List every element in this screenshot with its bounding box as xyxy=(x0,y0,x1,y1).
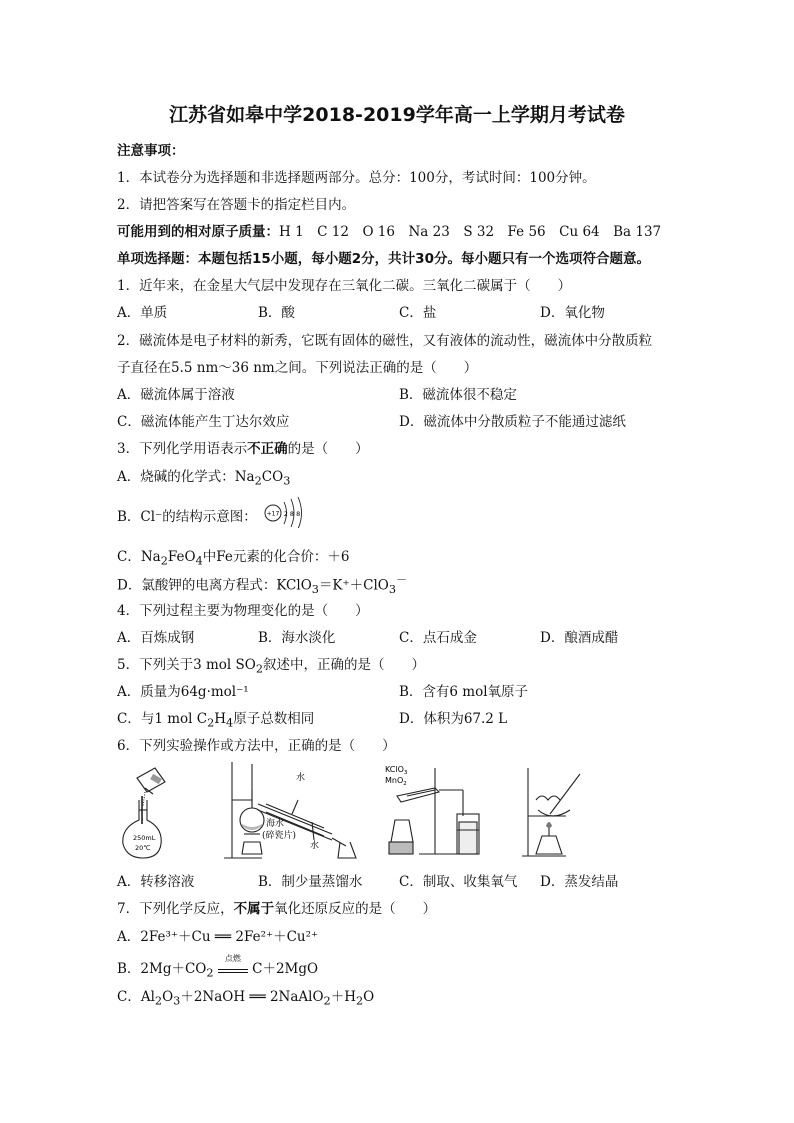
q6-option-c: C．制取、收集氧气 xyxy=(399,874,518,890)
notice-item-2: 2．请把答案写在答题卡的指定栏目内。 xyxy=(117,197,356,213)
atomic-mass-line xyxy=(117,220,661,240)
notice-item-1: 1．本试卷分为选择题和非选择题两部分。总分：100分，考试时间：100分钟。 xyxy=(117,170,596,186)
figure-oxygen-collection xyxy=(383,762,493,862)
q3-option-d-mid: ＝K⁺＋ClO xyxy=(318,577,389,594)
q2-option-a: A．磁流体属于溶液 xyxy=(117,387,235,403)
figure-distillation xyxy=(222,760,362,864)
q5-option-a: A．质量为64g·mol⁻¹ xyxy=(117,684,249,700)
q7-option-c-mid2: ＋2NaOH ══ 2NaAlO xyxy=(180,989,324,1005)
q7-option-c-pre: C．Al xyxy=(117,989,155,1005)
q7-option-b-pre: B．2Mg＋CO xyxy=(117,961,207,977)
atomic-mass-values: H 1 C 12 O 16 Na 23 S 32 Fe 56 Cu 64 Ba 137 xyxy=(279,224,662,240)
q4-option-c: C．点石成金 xyxy=(399,630,477,646)
q6-option-d: D．蒸发结晶 xyxy=(540,874,619,890)
q1-option-c: C．盐 xyxy=(399,305,437,321)
q3-stem-emphasis: 不正确 xyxy=(247,441,288,457)
q7-option-c xyxy=(117,985,374,1008)
q3-option-a-text: A．烧碱的化学式：Na xyxy=(117,469,255,485)
water-bottom-label: 水 xyxy=(310,841,320,851)
reaction-condition xyxy=(218,954,248,973)
electron-shells-label: 2 8 8 xyxy=(283,510,301,518)
q3-stem-post: 的是（ ） xyxy=(287,441,369,457)
chloride-ion-structure-diagram xyxy=(262,494,312,528)
q2-option-b: B．磁流体很不稳定 xyxy=(399,387,517,403)
seawater-label: 海水 xyxy=(266,819,285,829)
q5-stem xyxy=(117,653,425,676)
mno2-label: MnO$_2$ xyxy=(385,776,407,787)
figure-evaporation xyxy=(520,764,600,862)
q3-option-a xyxy=(117,465,290,488)
q4-option-d: D．酿酒成醋 xyxy=(540,630,619,646)
q6-stem: 6．下列实验操作或方法中，正确的是（ ） xyxy=(117,738,396,754)
q7-option-b-post: C＋2MgO xyxy=(252,961,319,977)
q2-option-d: D．磁流体中分散质粒子不能通过滤纸 xyxy=(399,414,626,430)
q1-stem: 1．近年来，在金星大气层中发现存在三氧化二碳。三氧化二碳属于（ ） xyxy=(117,278,572,294)
q3-option-c-post: 中Fe元素的化合价：＋6 xyxy=(202,549,350,565)
q1-option-a: A．单质 xyxy=(117,305,168,321)
q2-stem-line2: 子直径在5.5 nm～36 nm之间。下列说法正确的是（ ） xyxy=(117,360,478,376)
q5-option-c-sub2: 4 xyxy=(226,716,234,730)
q3-option-c-pre: C．Na xyxy=(117,549,161,565)
q5-option-c xyxy=(117,707,314,730)
flask-temp-label: 20℃ xyxy=(135,844,151,852)
q5-stem-post: 叙述中，正确的是（ ） xyxy=(263,657,425,673)
q7-option-c-sub1: 2 xyxy=(154,994,163,1008)
q7-option-c-post: O xyxy=(363,989,375,1005)
q7-stem-pre: 7．下列化学反应， xyxy=(117,901,234,917)
q3-option-a-sub: 2 xyxy=(254,474,262,488)
q1-option-b: B．酸 xyxy=(258,305,295,321)
q5-stem-pre: 5．下列关于3 mol SO xyxy=(117,657,256,673)
q3-option-c-sub2: 4 xyxy=(195,554,203,568)
q7-stem xyxy=(117,897,436,917)
q5-option-c-post: 原子总数相同 xyxy=(233,711,315,727)
page-title: 江苏省如皋中学2018-2019学年高一上学期月考试卷 xyxy=(169,104,625,126)
q7-option-b-sub: 2 xyxy=(206,966,214,980)
q1-option-d: D．氧化物 xyxy=(540,305,605,321)
q7-option-c-sub4: 2 xyxy=(356,994,364,1008)
q3-stem xyxy=(117,437,369,457)
q7-option-c-mid1: O xyxy=(162,989,174,1005)
q3-option-b xyxy=(117,505,257,525)
kclo3-label: KClO$_3$ xyxy=(385,765,408,776)
q7-option-b xyxy=(117,954,319,980)
q5-stem-sub: 2 xyxy=(255,662,263,676)
q7-option-c-sub3: 2 xyxy=(323,994,331,1008)
q4-option-b: B．海水淡化 xyxy=(258,630,336,646)
q5-option-c-mid: H xyxy=(214,711,227,727)
q7-stem-post: 氧化还原反应的是（ ） xyxy=(274,901,437,917)
q3-option-c-mid: FeO xyxy=(167,549,196,565)
q3-option-d-sub2: 3 xyxy=(388,583,397,597)
q6-option-b: B．制少量蒸馏水 xyxy=(258,874,363,890)
porcelain-chips-label: (碎瓷片) xyxy=(262,831,297,841)
q2-option-c: C．磁流体能产生丁达尔效应 xyxy=(117,414,290,430)
notice-heading: 注意事项： xyxy=(117,143,185,159)
q3-option-b-text: B．Cl⁻的结构示意图： xyxy=(117,509,257,525)
atomic-mass-label: 可能用到的相对原子质量： xyxy=(117,224,279,240)
q5-option-b: B．含有6 mol氧原子 xyxy=(399,684,529,700)
q7-option-c-sub2: 3 xyxy=(173,994,181,1008)
q3-option-d-pre: D．氯酸钾的电离方程式：KClO xyxy=(117,577,312,594)
q3-option-d-sub1: 3 xyxy=(311,583,319,597)
q7-option-a: A．2Fe³⁺＋Cu ══ 2Fe²⁺＋Cu²⁺ xyxy=(117,929,319,945)
q3-option-a-tail: CO xyxy=(261,469,284,485)
q3-option-c-sub1: 2 xyxy=(160,554,168,568)
flask-volume-label: 250mL xyxy=(133,834,156,842)
q2-stem-line1: 2．磁流体是电子材料的新秀，它既有固体的磁性，又有液体的流动性，磁流体中分散质粒 xyxy=(117,333,653,349)
ignite-condition-label: 点燃 xyxy=(224,954,241,963)
nucleus-label: +17 xyxy=(266,510,280,518)
q4-stem: 4．下列过程主要为物理变化的是（ ） xyxy=(117,603,369,619)
q4-option-a: A．百炼成钢 xyxy=(117,630,195,646)
section-header: 单项选择题：本题包括15小题，每小题2分，共计30分。每小题只有一个选项符合题意。 xyxy=(117,251,650,267)
q5-option-c-pre: C．与1 mol C xyxy=(117,711,208,727)
q3-option-d xyxy=(117,572,407,596)
q3-option-a-sub2: 3 xyxy=(283,474,291,488)
q3-option-d-sup: － xyxy=(396,574,408,587)
q6-option-a: A．转移溶液 xyxy=(117,874,195,890)
q3-stem-pre: 3．下列化学用语表示 xyxy=(117,441,248,457)
q7-option-c-mid3: ＋H xyxy=(330,989,356,1005)
figure-transfer-solution xyxy=(115,762,195,862)
q5-option-d: D．体积为67.2 L xyxy=(399,711,508,727)
q7-stem-emphasis: 不属于 xyxy=(233,901,275,917)
q3-option-c xyxy=(117,545,349,568)
water-top-label: 水 xyxy=(296,773,306,783)
q5-option-c-sub1: 2 xyxy=(207,716,215,730)
